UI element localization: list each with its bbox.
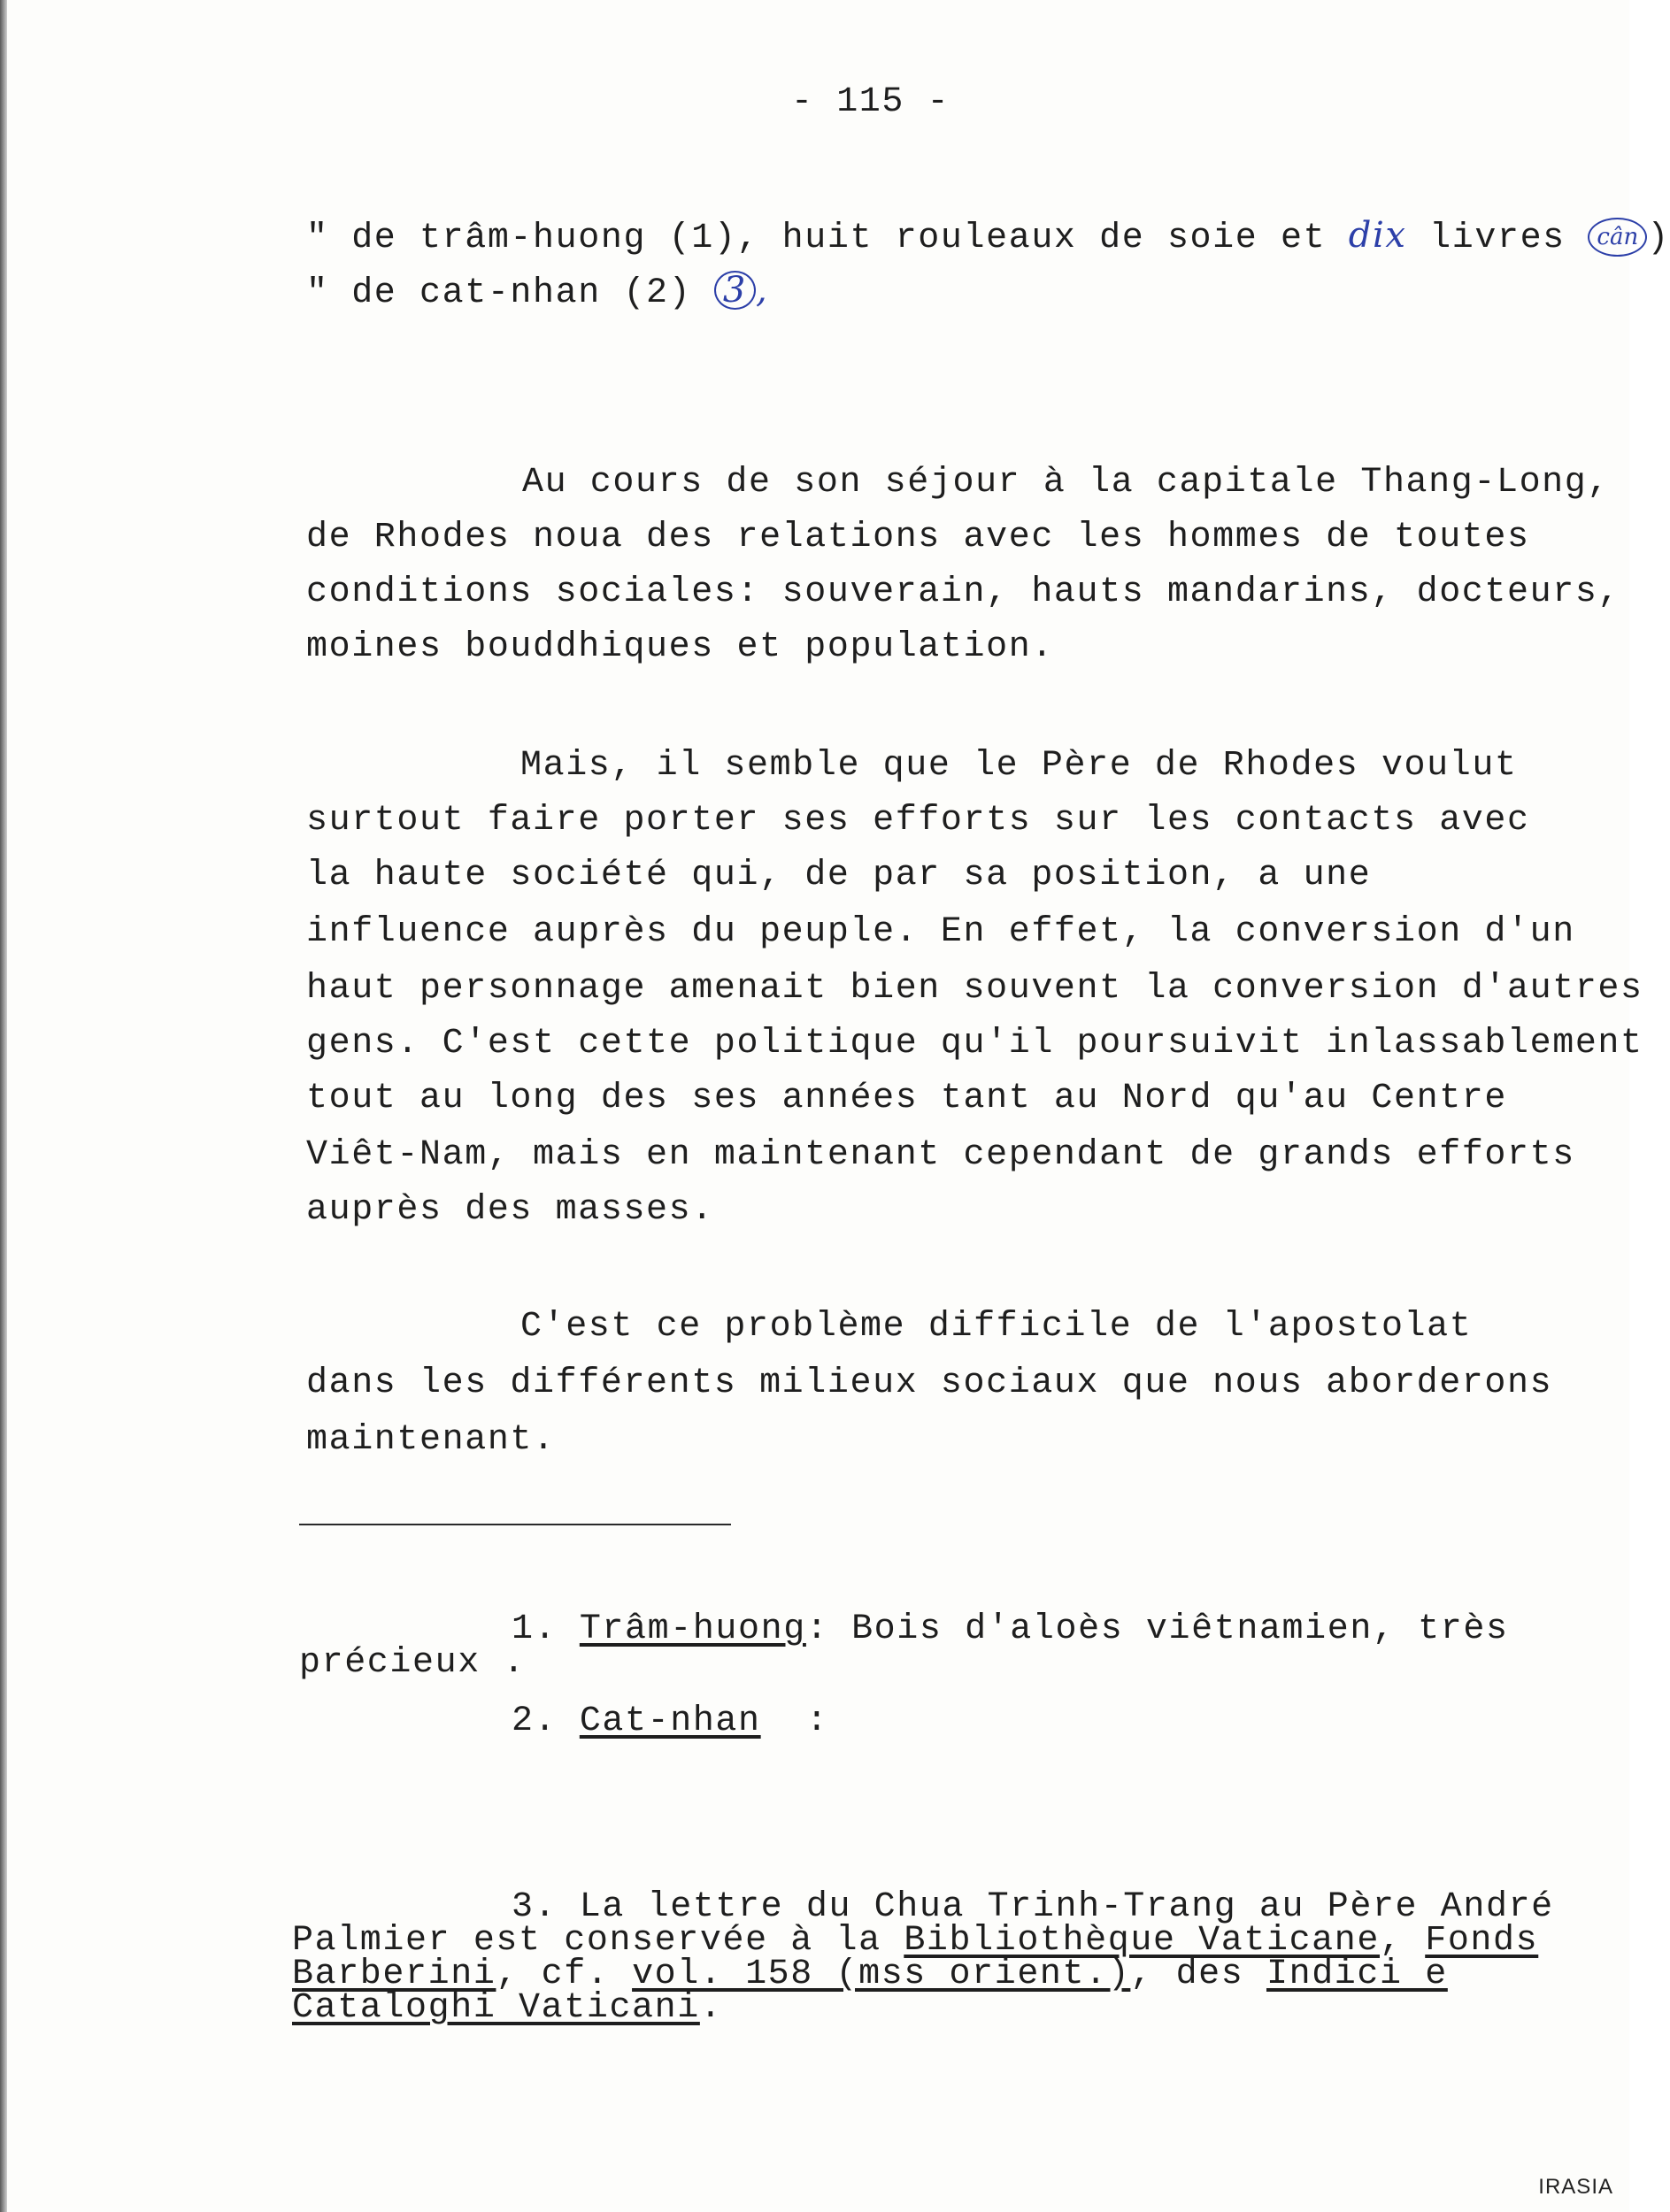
paragraph-3-line-3: maintenant.: [306, 1420, 556, 1460]
paragraph-2-line-9: auprès des masses.: [306, 1190, 714, 1230]
footnote-1: [512, 1609, 1509, 1651]
paragraph-2-line-2: surtout faire porter ses efforts sur les contacts avec: [306, 801, 1530, 841]
footnote-2: [512, 1701, 828, 1743]
paragraph-2-line-3: la haute société qui, de par sa position, a une: [306, 856, 1372, 895]
paragraph-3-line-1: C'est ce problème difficile de l'apostolat: [520, 1307, 1473, 1347]
handwritten-footnote-ref: 3: [714, 271, 756, 310]
scan-edge: [0, 0, 7, 2212]
footnote-3-cataloghi: Cataloghi Vaticani: [292, 1988, 700, 2028]
handwritten-word: dix: [1348, 215, 1407, 256]
footnote-3-indici: Indici e: [1266, 1955, 1448, 1994]
footnote-2-text: :: [760, 1701, 829, 1741]
footnote-1-text: : Bois d'aloès viêtnamien, très: [805, 1609, 1509, 1649]
quote-line-1: [306, 214, 1670, 260]
paragraph-2-line-7: tout au long des ses années tant au Nord qu'au Centre: [306, 1079, 1508, 1118]
footnote-3-barberini: Barberini: [292, 1955, 496, 1994]
quote-line-1-text: " de trâm-huong (1), huit rouleaux de soie et: [306, 219, 1349, 258]
quote-line-2-text: " de cat-nhan (2): [306, 273, 714, 313]
page-number: - 115 -: [791, 82, 950, 122]
footnote-2-term: Cat-nhan: [579, 1701, 761, 1741]
paragraph-2-line-4: influence auprès du peuple. En effet, la conversion d'un: [306, 912, 1575, 952]
footnote-3-cf: , cf.: [496, 1955, 633, 1994]
footnote-1-continuation: précieux .: [299, 1643, 527, 1683]
footnote-separator: [299, 1524, 731, 1525]
footnote-3-line-1: 3. La lettre du Chua Trinh-Trang au Père André: [512, 1887, 1554, 1927]
paragraph-2-line-5: haut personnage amenait bien souvent la conversion d'autres: [306, 969, 1643, 1009]
paragraph-1-line-4: moines bouddhiques et population.: [306, 627, 1054, 667]
paragraph-1-line-1: Au cours de son séjour à la capitale Thang-Long,: [522, 463, 1610, 503]
quote-line-1-end: ): [1647, 219, 1670, 258]
footnote-3-text: Palmier est conservée à la: [292, 1921, 904, 1961]
paragraph-2-line-1: Mais, il semble que le Père de Rhodes voulut: [520, 746, 1518, 786]
footnote-3-end: .: [699, 1988, 723, 2028]
footnote-3-library: Bibliothèque Vaticane: [904, 1921, 1380, 1961]
handwritten-circled-note: cân: [1588, 218, 1647, 257]
footnote-2-number: 2.: [512, 1701, 580, 1741]
paragraph-2-line-6: gens. C'est cette politique qu'il poursuivit inlassablement: [306, 1024, 1643, 1064]
footnote-3-line-4: [292, 1987, 722, 2030]
footnote-3-des: , des: [1130, 1955, 1266, 1994]
paragraph-3-line-2: dans les différents milieux sociaux que nous aborderons: [306, 1363, 1553, 1403]
irasia-watermark: IRASIA: [1538, 2175, 1613, 2199]
footnote-3-volume: vol. 158 (mss orient.): [632, 1955, 1131, 1994]
handwritten-comma: ,: [755, 270, 769, 311]
footnote-3-fonds: Fonds: [1425, 1921, 1539, 1961]
paragraph-2-line-8: Viêt-Nam, mais en maintenant cependant de grands efforts: [306, 1135, 1575, 1175]
paragraph-1-line-2: de Rhodes noua des relations avec les hommes de toutes: [306, 518, 1530, 557]
quote-line-1-suffix: livres: [1406, 219, 1589, 258]
paragraph-1-line-3: conditions sociales: souverain, hauts mandarins, docteurs,: [306, 572, 1621, 612]
footnote-3-sep: ,: [1380, 1921, 1426, 1961]
quote-line-2: [306, 269, 768, 315]
footnote-1-number: 1.: [512, 1609, 580, 1649]
document-page: [7, 0, 1670, 2212]
footnote-1-term: Trâm-huong: [579, 1609, 806, 1649]
